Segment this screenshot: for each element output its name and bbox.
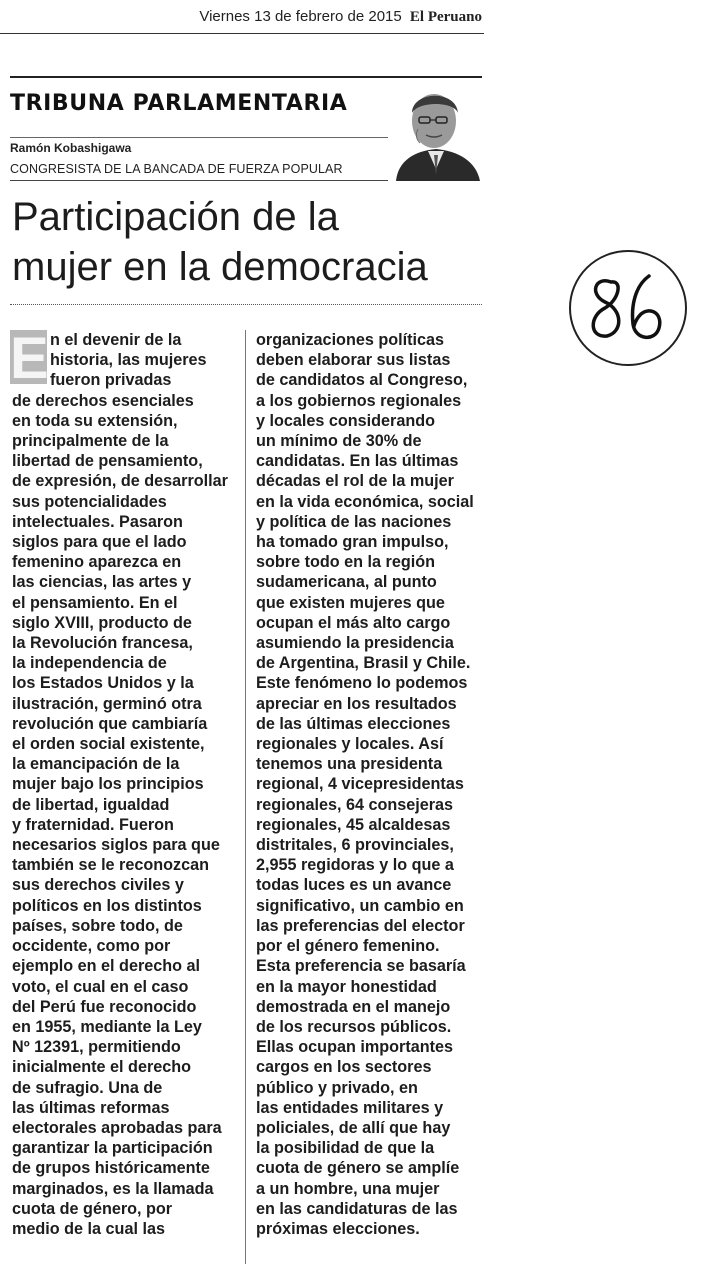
body-line: décadas el rol de la mujer	[256, 472, 454, 491]
body-line: marginados, es la llamada	[12, 1179, 214, 1198]
body-line: ocupan el más alto cargo	[256, 613, 451, 632]
body-line: la posibilidad de que la	[256, 1139, 435, 1158]
body-line: el orden social existente,	[12, 735, 205, 754]
headline-line-1: Participación de la	[12, 195, 339, 239]
dateline	[0, 8, 482, 26]
body-line: ilustración, germinó otra	[12, 694, 202, 713]
body-line: en toda su extensión,	[12, 411, 178, 430]
body-line: regionales, 64 consejeras	[256, 795, 454, 814]
body-line: cargos en los sectores	[256, 1058, 432, 1077]
body-line: las últimas reformas	[12, 1098, 170, 1117]
author-rule	[10, 137, 390, 138]
body-line: sudamericana, al punto	[256, 573, 437, 592]
body-line: policiales, de allí que hay	[256, 1118, 451, 1137]
body-line: Esta preferencia se basaría	[256, 957, 466, 976]
article-headline	[12, 192, 482, 292]
body-line: de Argentina, Brasil y Chile.	[256, 654, 471, 673]
body-line: las ciencias, las artes y	[12, 573, 192, 592]
body-line: femenino aparezca en	[12, 553, 182, 572]
top-rule	[0, 33, 484, 34]
body-line: un mínimo de 30% de	[256, 432, 422, 451]
body-line: de sufragio. Una de	[12, 1078, 163, 1097]
body-line: público y privado, en	[256, 1078, 418, 1097]
body-line: en 1955, mediante la Ley	[12, 1017, 202, 1036]
body-line: la emancipación de la	[12, 755, 180, 774]
body-line: ejemplo en el derecho al	[12, 957, 201, 976]
body-line: distritales, 6 provinciales,	[256, 836, 454, 855]
body-line: necesarios siglos para que	[12, 836, 220, 855]
body-line: todas luces es un avance	[256, 876, 452, 895]
headline-line-2: mujer en la democracia	[12, 245, 428, 289]
author-name: Ramón Kobashigawa	[10, 141, 132, 155]
section-rule	[10, 76, 482, 78]
headline-dotted-rule	[10, 304, 482, 305]
body-line: y política de las naciones	[256, 512, 452, 531]
article-column-right	[256, 330, 474, 1239]
handwritten-page-number-stamp	[565, 246, 691, 372]
body-line: deben elaborar sus listas	[256, 351, 451, 370]
article-column-left	[10, 326, 228, 1239]
body-line: occidente, como por	[12, 937, 171, 956]
body-line: la independencia de	[12, 654, 167, 673]
body-line: la Revolución francesa,	[12, 634, 193, 653]
body-line: candidatas. En las últimas	[256, 452, 459, 471]
body-line: el pensamiento. En el	[12, 593, 178, 612]
body-line: regionales, 45 alcaldesas	[256, 815, 451, 834]
body-line: en la mayor honestidad	[256, 977, 437, 996]
body-line: demostrada en el manejo	[256, 997, 451, 1016]
body-line: en la vida económica, social	[256, 492, 474, 511]
body-line: cuota de género, por	[12, 1199, 173, 1218]
body-line: revolución que cambiaría	[12, 714, 208, 733]
body-line: políticos en los distintos	[12, 896, 202, 915]
body-line: en las candidaturas de las	[256, 1199, 458, 1218]
drop-cap: E	[10, 326, 49, 391]
body-line: fueron privadas	[50, 371, 172, 390]
body-line: las entidades militares y	[256, 1098, 444, 1117]
body-line: sus potencialidades	[12, 492, 167, 511]
body-line: países, sobre todo, de	[12, 916, 183, 935]
body-line: medio de la cual las	[12, 1219, 165, 1238]
body-line: por el género femenino.	[256, 937, 440, 956]
body-line: siglos para que el lado	[12, 533, 187, 552]
body-line: próximas elecciones.	[256, 1219, 420, 1238]
body-line: inicialmente el derecho	[12, 1058, 192, 1077]
body-line: intelectuales. Pasaron	[12, 512, 183, 531]
body-line: historia, las mujeres	[50, 351, 207, 370]
body-line: voto, el cual en el caso	[12, 977, 189, 996]
body-line: también se le reconozcan	[12, 856, 210, 875]
body-line: que existen mujeres que	[256, 593, 445, 612]
body-line: de los recursos públicos.	[256, 1017, 452, 1036]
body-line: los Estados Unidos y la	[12, 674, 194, 693]
body-line: garantizar la participación	[12, 1139, 213, 1158]
body-line: libertad de pensamiento,	[12, 452, 203, 471]
body-line: las preferencias del elector	[256, 916, 465, 935]
body-line: principalmente de la	[12, 432, 169, 451]
body-line: 2,955 regidoras y lo que a	[256, 856, 454, 875]
body-line: Nº 12391, permitiendo	[12, 1038, 181, 1057]
body-line: sobre todo en la región	[256, 553, 435, 572]
body-line: asumiendo la presidencia	[256, 634, 454, 653]
body-line: y fraternidad. Fueron	[12, 815, 174, 834]
body-line: a un hombre, una mujer	[256, 1179, 440, 1198]
body-line: de libertad, igualdad	[12, 795, 170, 814]
author-portrait	[388, 79, 484, 181]
body-line: tenemos una presidenta	[256, 755, 443, 774]
body-line: de derechos esenciales	[12, 391, 194, 410]
date-text: Viernes 13 de febrero de 2015	[199, 8, 402, 25]
body-line: Ellas ocupan importantes	[256, 1038, 453, 1057]
body-line: sus derechos civiles y	[12, 876, 184, 895]
body-line: del Perú fue reconocido	[12, 997, 197, 1016]
body-line: regional, 4 vicepresidentas	[256, 775, 464, 794]
body-line: n el devenir de la	[50, 331, 182, 349]
body-line: de expresión, de desarrollar	[12, 472, 228, 491]
body-line: de candidatos al Congreso,	[256, 371, 468, 390]
newspaper-name: El Peruano	[409, 9, 482, 25]
body-line: significativo, un cambio en	[256, 896, 464, 915]
body-line: a los gobiernos regionales	[256, 391, 462, 410]
column-divider	[245, 330, 246, 1264]
body-line: y locales considerando	[256, 411, 436, 430]
author-role: CONGRESISTA DE LA BANCADA DE FUERZA POPULAR	[10, 162, 343, 176]
body-line: siglo XVIII, producto de	[12, 613, 192, 632]
body-line: cuota de género se amplíe	[256, 1159, 460, 1178]
body-line: mujer bajo los principios	[12, 775, 204, 794]
body-line: Este fenómeno lo podemos	[256, 674, 468, 693]
body-line: electorales aprobadas para	[12, 1118, 222, 1137]
body-line: regionales y locales. Así	[256, 735, 444, 754]
body-line: de las últimas elecciones	[256, 714, 451, 733]
body-line: ha tomado gran impulso,	[256, 533, 449, 552]
body-line: de grupos históricamente	[12, 1159, 210, 1178]
section-title: TRIBUNA PARLAMENTARIA	[10, 91, 348, 116]
body-line: apreciar en los resultados	[256, 694, 457, 713]
body-line: organizaciones políticas	[256, 331, 445, 349]
